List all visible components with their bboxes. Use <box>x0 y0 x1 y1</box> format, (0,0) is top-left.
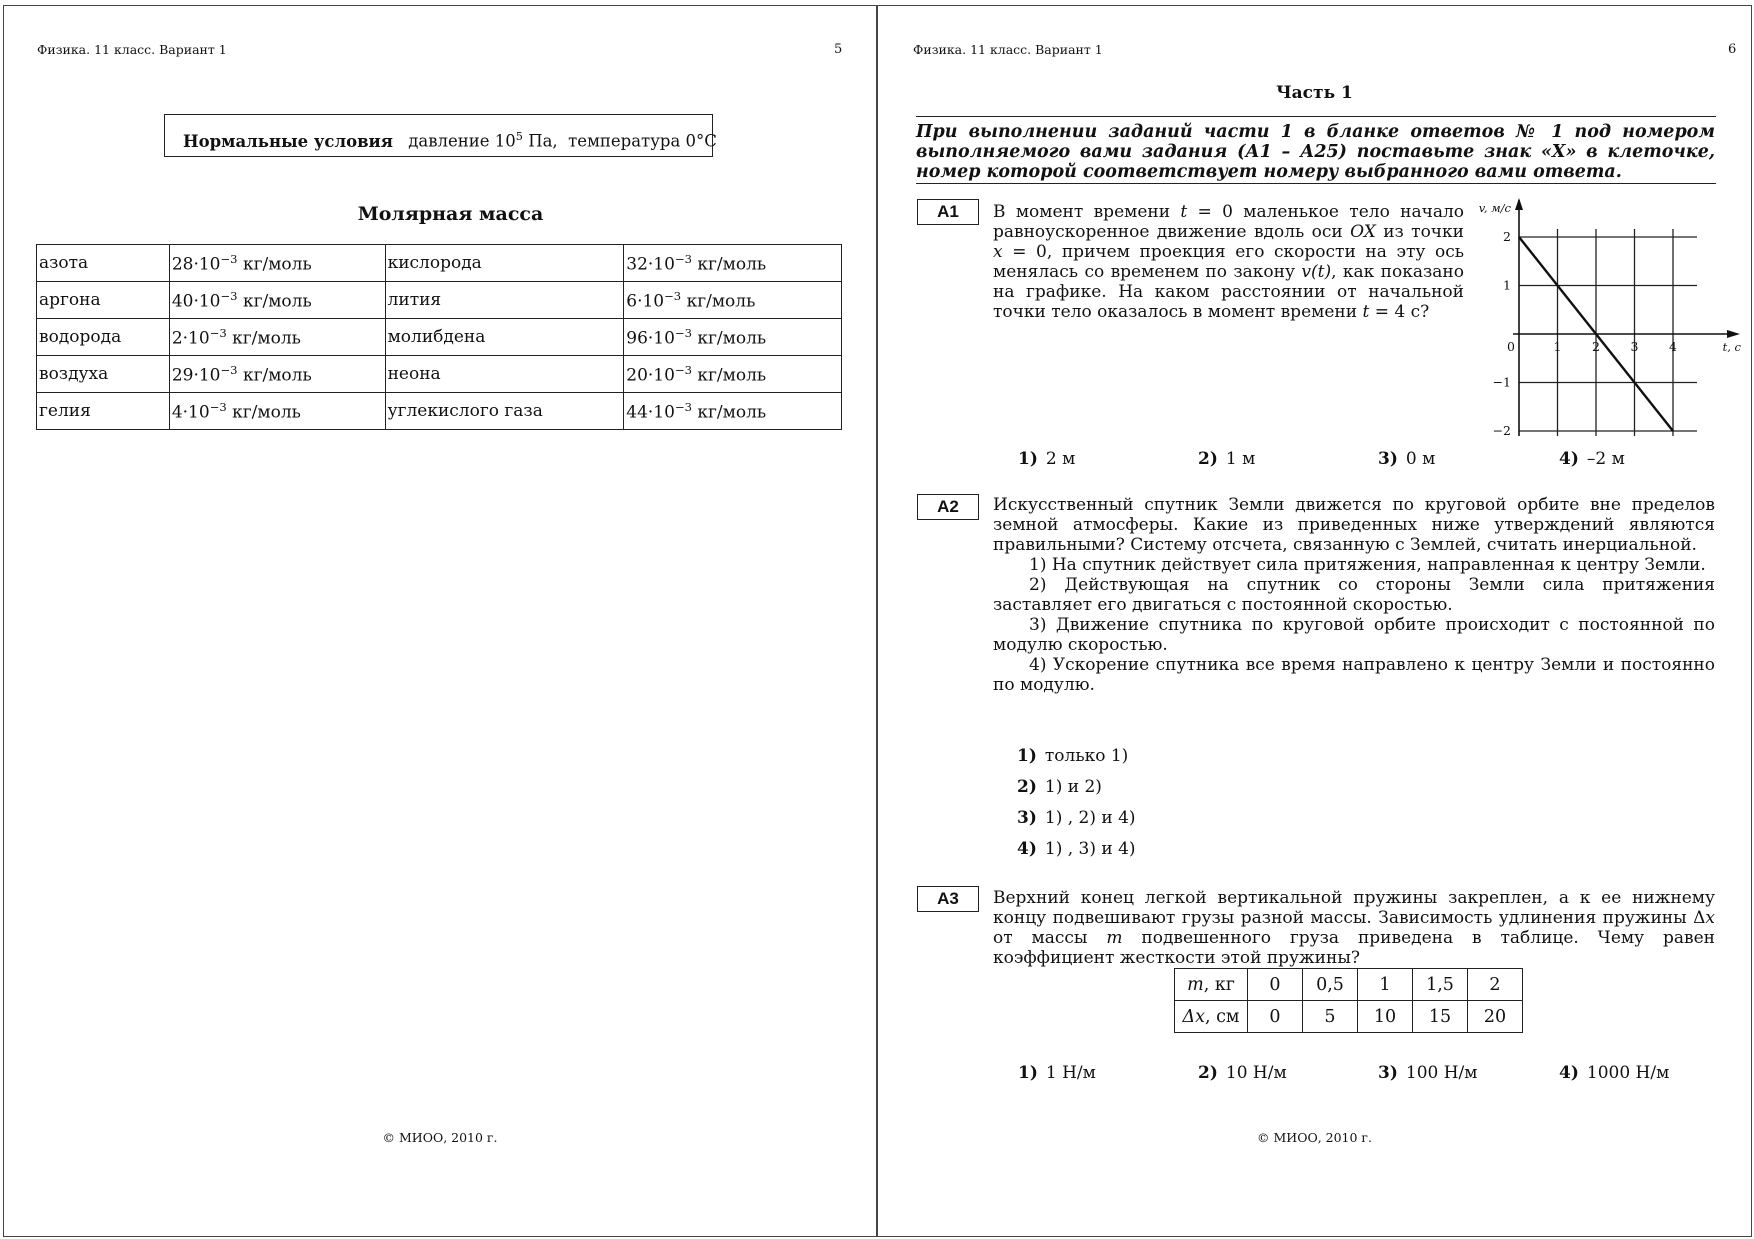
table-row <box>1175 969 1523 1001</box>
substance-name: углекислого газа <box>385 393 624 430</box>
question-a2-stem: Искусственный спутник Земли движется по круговой орбите вне пределов земной атмосферы. Какие из приведенных ниже утверждений являются правильными? Систему отсчета, связанную с Землей, считать инерциальной. <box>993 495 1715 555</box>
chart-axes <box>1513 198 1740 436</box>
page-header: Физика. 11 класс. Вариант 1 <box>37 42 227 57</box>
answer-option[interactable]: 1) 1 Н/м <box>1018 1063 1096 1083</box>
chart-ticks <box>1479 201 1742 436</box>
temperature-text: температура 0°С <box>568 131 717 151</box>
page-footer: © МИОО, 2010 г. <box>382 1130 498 1145</box>
table-cell: 0,5 <box>1303 969 1358 1001</box>
normal-conditions-box <box>164 114 717 157</box>
table-row <box>37 393 842 430</box>
y-tick-label: −2 <box>1492 423 1511 436</box>
page-footer: © МИОО, 2010 г. <box>1257 1130 1372 1145</box>
molar-mass-table <box>36 244 842 430</box>
table-cell: 2 <box>1468 969 1523 1001</box>
statement: 2) Действующая на спутник со стороны Земли сила притяжения заставляет его двигаться с постоянной скоростью. <box>993 575 1715 615</box>
answer-option[interactable]: 4) –2 м <box>1559 449 1625 469</box>
table-cell: 10 <box>1358 1001 1413 1033</box>
x-tick-label: 0 <box>1507 339 1515 354</box>
molar-mass-value: $6\cdot 10^{-3}$ кг/моль <box>624 282 842 319</box>
table-row <box>1175 1001 1523 1033</box>
substance-name: неона <box>385 356 624 393</box>
molar-mass-value: $28\cdot 10^{-3}$ кг/моль <box>169 245 385 282</box>
substance-name: азота <box>37 245 170 282</box>
pressure-text: давление 10 <box>408 131 516 151</box>
normal-conditions-label: Нормальные условия <box>183 131 393 151</box>
molar-mass-value: $29\cdot 10^{-3}$ кг/моль <box>169 356 385 393</box>
answer-option[interactable]: 1) только 1) <box>1017 746 1129 766</box>
molar-mass-value: $32\cdot 10^{-3}$ кг/моль <box>624 245 842 282</box>
statement: 1) На спутник действует сила притяжения, направленная к центру Земли. <box>1029 555 1706 575</box>
table-cell: 20 <box>1468 1001 1523 1033</box>
table-cell: 0 <box>1248 969 1303 1001</box>
answer-option[interactable]: 4) 1000 Н/м <box>1559 1063 1670 1083</box>
table-cell: 15 <box>1413 1001 1468 1033</box>
table-row <box>37 319 842 356</box>
statement: 3) Движение спутника по круговой орбите происходит с постоянной по модулю скоростью. <box>993 615 1715 655</box>
table-row <box>37 282 842 319</box>
answer-option[interactable]: 2) 10 Н/м <box>1198 1063 1287 1083</box>
question-a2-text <box>993 495 1715 695</box>
statement: 4) Ускорение спутника все время направлено к центру Земли и постоянно по модулю. <box>993 655 1715 695</box>
divider <box>916 116 1716 117</box>
page-header: Физика. 11 класс. Вариант 1 <box>913 42 1103 57</box>
table-header-cell: m, кг <box>1175 969 1248 1001</box>
page-number: 5 <box>834 42 843 57</box>
y-tick-label: −1 <box>1492 374 1511 390</box>
answer-option[interactable]: 3) 1) , 2) и 4) <box>1017 808 1136 828</box>
page-number: 6 <box>1728 42 1737 57</box>
pressure-exponent: 5 <box>515 130 523 143</box>
answer-option[interactable]: 2) 1 м <box>1198 449 1256 469</box>
x-tick-label: 4 <box>1669 339 1677 354</box>
x-tick-label: 2 <box>1592 339 1600 354</box>
instructions: При выполнении заданий части 1 в бланке ответов № 1 под номером выполняемого вами задания (А1 – А25) поставьте знак «X» в клеточке, номер которой соответствует номеру выбранного вами ответа. <box>916 122 1715 182</box>
question-tag-a3: А3 <box>917 886 979 912</box>
answer-option[interactable]: 3) 0 м <box>1378 449 1436 469</box>
table-cell: 0 <box>1248 1001 1303 1033</box>
molar-mass-value: $44\cdot 10^{-3}$ кг/моль <box>624 393 842 430</box>
answer-option[interactable]: 1) 2 м <box>1018 449 1076 469</box>
substance-name: кислорода <box>385 245 624 282</box>
x-tick-label: 3 <box>1630 339 1639 354</box>
table-header-cell: Δx, см <box>1175 1001 1248 1033</box>
chart-grid <box>1519 229 1697 436</box>
molar-mass-value: $40\cdot 10^{-3}$ кг/моль <box>169 282 385 319</box>
part-title: Часть 1 <box>1276 83 1353 103</box>
y-tick-label: 1 <box>1503 277 1511 293</box>
y-axis-arrow <box>1515 198 1523 210</box>
substance-name: лития <box>385 282 624 319</box>
question-a1-text: В момент времени t = 0 маленькое тело начало равноускоренное движение вдоль оси OX из точки x = 0, причем проекция его скорости на эту ось менялась со временем по закону v(t), как показано на графике. На каком расстоянии от начальной точки тело оказалось в момент времени t = 4 с? <box>993 202 1464 322</box>
molar-mass-value: $96\cdot 10^{-3}$ кг/моль <box>624 319 842 356</box>
mass-elongation-table <box>1174 968 1523 1033</box>
table-cell: 1,5 <box>1413 969 1468 1001</box>
question-a3-text: Верхний конец легкой вертикальной пружины закреплен, а к ее нижнему концу подвешивают грузы разной массы. Зависимость удлинения пружины Δx от массы m подвешенного груза приведена в таблице. Чему равен коэффициент жесткости этой пружины? <box>993 888 1715 968</box>
molar-mass-value: $20\cdot 10^{-3}$ кг/моль <box>624 356 842 393</box>
left-page <box>3 5 877 1237</box>
substance-name: молибдена <box>385 319 624 356</box>
x-axis-label: t, с <box>1722 340 1741 354</box>
table-row <box>37 245 842 282</box>
question-tag-a1: А1 <box>917 199 979 225</box>
table-cell: 1 <box>1358 969 1413 1001</box>
right-page <box>877 5 1752 1237</box>
molar-mass-title: Молярная масса <box>357 203 544 225</box>
velocity-time-chart <box>1463 196 1743 436</box>
table-cell: 5 <box>1303 1001 1358 1033</box>
substance-name: аргона <box>37 282 170 319</box>
substance-name: воздуха <box>37 356 170 393</box>
x-axis-arrow <box>1727 330 1740 338</box>
question-tag-a2: А2 <box>917 494 979 520</box>
substance-name: гелия <box>37 393 170 430</box>
answer-option[interactable]: 3) 100 Н/м <box>1378 1063 1478 1083</box>
molar-mass-value: $4\cdot 10^{-3}$ кг/моль <box>169 393 385 430</box>
answer-option[interactable]: 2) 1) и 2) <box>1017 777 1102 797</box>
pressure-unit: Па, <box>528 131 558 151</box>
x-tick-label: 1 <box>1553 339 1562 354</box>
y-tick-label: 2 <box>1503 229 1511 244</box>
divider <box>916 183 1716 184</box>
y-axis-label: v, м/с <box>1478 201 1511 215</box>
substance-name: водорода <box>37 319 170 356</box>
table-row <box>37 356 842 393</box>
answer-option[interactable]: 4) 1) , 3) и 4) <box>1017 839 1136 859</box>
molar-mass-value: $2\cdot 10^{-3}$ кг/моль <box>169 319 385 356</box>
